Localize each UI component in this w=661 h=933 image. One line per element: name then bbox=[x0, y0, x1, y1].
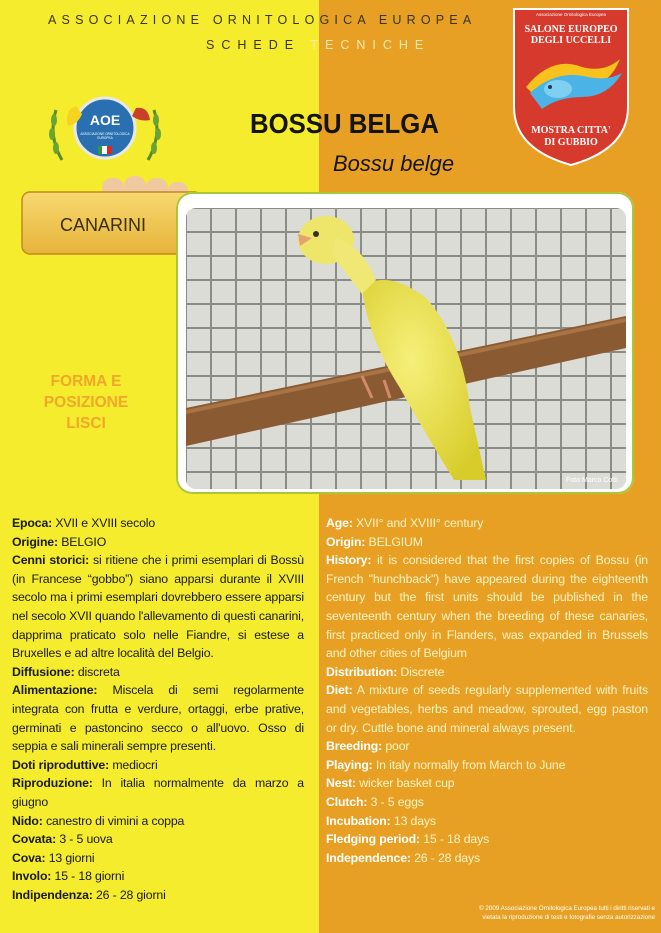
exhibition-badge bbox=[512, 7, 630, 167]
english-row bbox=[326, 737, 648, 756]
row-label: Distribution: bbox=[326, 664, 398, 679]
row-label: Riproduzione: bbox=[12, 776, 93, 791]
row-label: Indipendenza: bbox=[12, 887, 93, 902]
row-label: Age: bbox=[326, 516, 353, 530]
row-text: XVII e XVIII secolo bbox=[52, 516, 156, 530]
badge-line-4: DI GUBBIO bbox=[544, 137, 598, 148]
english-row bbox=[326, 681, 648, 737]
english-row bbox=[326, 533, 648, 552]
section-heading-line-1: FORMA E bbox=[50, 373, 122, 390]
italian-row bbox=[12, 849, 304, 868]
english-row bbox=[326, 663, 648, 682]
copyright-line-1: © 2009 Associazione Ornitologica Europea tutti i diritti riservati e bbox=[479, 905, 655, 912]
row-text: BELGIO bbox=[57, 534, 107, 549]
english-description bbox=[326, 514, 648, 867]
badge-small-text: Associazione Ornitologica Europea bbox=[535, 12, 607, 17]
italian-row bbox=[12, 663, 304, 682]
row-label: Epoca: bbox=[12, 516, 53, 530]
italian-row bbox=[12, 867, 304, 886]
italian-row bbox=[12, 774, 304, 811]
row-text: 26 - 28 days bbox=[410, 850, 480, 865]
italian-description bbox=[12, 514, 304, 904]
row-label: Nido: bbox=[12, 813, 43, 828]
italian-row bbox=[12, 533, 304, 552]
row-label: Clutch: bbox=[326, 794, 368, 809]
row-label: Involo: bbox=[12, 869, 52, 884]
heading-part-2: TECNICHE bbox=[310, 38, 431, 52]
row-text: Discrete bbox=[397, 664, 445, 679]
italian-row bbox=[12, 681, 304, 755]
association-heading: ASSOCIAZIONE ORNITOLOGICA EUROPEA bbox=[48, 13, 477, 27]
row-text: A mixture of seeds regularly supplemented with fruits and vegetables, herbs and meadow, sprouted, egg paston or dry. Cuttle bone and mineral always present. bbox=[326, 683, 648, 735]
english-row bbox=[326, 756, 648, 775]
row-text: In italy normally from March to June bbox=[372, 757, 566, 772]
row-text: Miscela di semi regolarmente integrata con frutta e verdure, ortaggi, erbe prative, germinati e pastoncino secco o all'uovo. Osso di seppia e sali minerali sempre presenti. bbox=[12, 683, 304, 754]
section-heading-line-2: POSIZIONE bbox=[43, 394, 129, 411]
row-label: Fledging period: bbox=[326, 832, 420, 847]
row-label: Independence: bbox=[326, 850, 411, 865]
italian-row bbox=[12, 756, 304, 775]
english-row bbox=[326, 849, 648, 868]
section-heading-line-3: LISCI bbox=[66, 415, 106, 432]
row-label: Playing: bbox=[326, 757, 373, 772]
english-row bbox=[326, 830, 648, 849]
row-text: 13 giorni bbox=[45, 850, 95, 865]
row-text: In italia normalmente da marzo a giugno bbox=[12, 776, 304, 809]
row-text: discreta bbox=[74, 664, 120, 679]
english-row bbox=[326, 774, 648, 793]
bird-photo bbox=[186, 208, 626, 489]
row-text: mediocri bbox=[109, 757, 158, 772]
row-label: Incubation: bbox=[326, 813, 391, 828]
row-text: poor bbox=[382, 739, 410, 754]
row-label: Cova: bbox=[12, 850, 46, 865]
badge-line-1: SALONE EUROPEO bbox=[524, 24, 618, 35]
heading-part-1: SCHEDE bbox=[206, 38, 311, 52]
row-label: Diet: bbox=[326, 683, 353, 698]
section-heading bbox=[16, 371, 156, 434]
category-label: CANARINI bbox=[60, 215, 147, 235]
row-text: 15 - 18 giorni bbox=[51, 869, 125, 884]
row-label: Nest: bbox=[326, 776, 356, 791]
english-row bbox=[326, 812, 648, 831]
row-label: Alimentazione: bbox=[12, 683, 98, 698]
row-label: Diffusione: bbox=[12, 664, 75, 679]
photo-credit: Foto Marco Cotti bbox=[566, 477, 618, 484]
row-label: Breeding: bbox=[326, 739, 383, 754]
english-row bbox=[326, 793, 648, 812]
row-label: History: bbox=[326, 553, 372, 568]
row-label: Covata: bbox=[12, 832, 57, 847]
english-row bbox=[326, 514, 648, 533]
italian-row bbox=[12, 886, 304, 905]
aoe-logo-caption: ASSOCIAZIONE ORNITOLOGICA EUROPEA bbox=[80, 132, 130, 140]
english-row bbox=[326, 551, 648, 663]
row-label: Origin: bbox=[326, 534, 366, 549]
italian-row bbox=[12, 551, 304, 663]
page-title: BOSSU BELGA bbox=[250, 108, 439, 139]
row-text: 26 - 28 giorni bbox=[92, 887, 166, 902]
page-subtitle: Bossu belge bbox=[333, 151, 455, 176]
row-text: it is considered that the first copies of Bossu (in French "hunchback") have appeared during the eighteenth century but the first units should be published in the seventeenth century when the breeding of these canaries, first practiced only in Flanders, was expanded in Brussels and other cities of Belgium bbox=[326, 553, 648, 661]
aoe-logo bbox=[44, 86, 166, 168]
row-text: 13 days bbox=[390, 813, 436, 828]
row-text: 15 - 18 days bbox=[419, 832, 490, 847]
row-text: wicker basket cup bbox=[356, 776, 455, 791]
copyright-line-2: vietata la riproduzione di testi e fotografie senza autorizzazione bbox=[482, 914, 655, 921]
row-text: canestro di vimini a coppa bbox=[42, 813, 185, 828]
row-label: Doti riproduttive: bbox=[12, 757, 110, 772]
datasheet-heading bbox=[206, 38, 430, 52]
aoe-logo-text: AOE bbox=[89, 112, 121, 128]
italian-row bbox=[12, 830, 304, 849]
row-text: XVII° and XVIII° century bbox=[352, 516, 484, 530]
row-text: 3 - 5 uova bbox=[56, 832, 113, 847]
badge-line-2: DEGLI UCCELLI bbox=[530, 35, 612, 46]
row-text: si ritiene che i primi esemplari di Bossù (in Francese “gobbo”) siano apparsi durante il XVIII secolo ma i primi esemplari dovrebbero essere apparsi nel secolo XVII quando l'allevamento di questi canarini, dapprima praticato solo nelle Fiandre, si estese a Bruxelles e ad altre località del Belgio. bbox=[12, 553, 304, 661]
italian-row bbox=[12, 812, 304, 831]
copyright-notice bbox=[431, 904, 655, 922]
row-label: Cenni storici: bbox=[12, 553, 90, 568]
badge-line-3: MOSTRA CITTA' bbox=[531, 125, 611, 136]
row-text: BELGIUM bbox=[365, 534, 423, 549]
row-label: Origine: bbox=[12, 534, 58, 549]
canary-on-perch-image bbox=[186, 208, 626, 489]
italian-row bbox=[12, 514, 304, 533]
row-text: 3 - 5 eggs bbox=[367, 794, 424, 809]
